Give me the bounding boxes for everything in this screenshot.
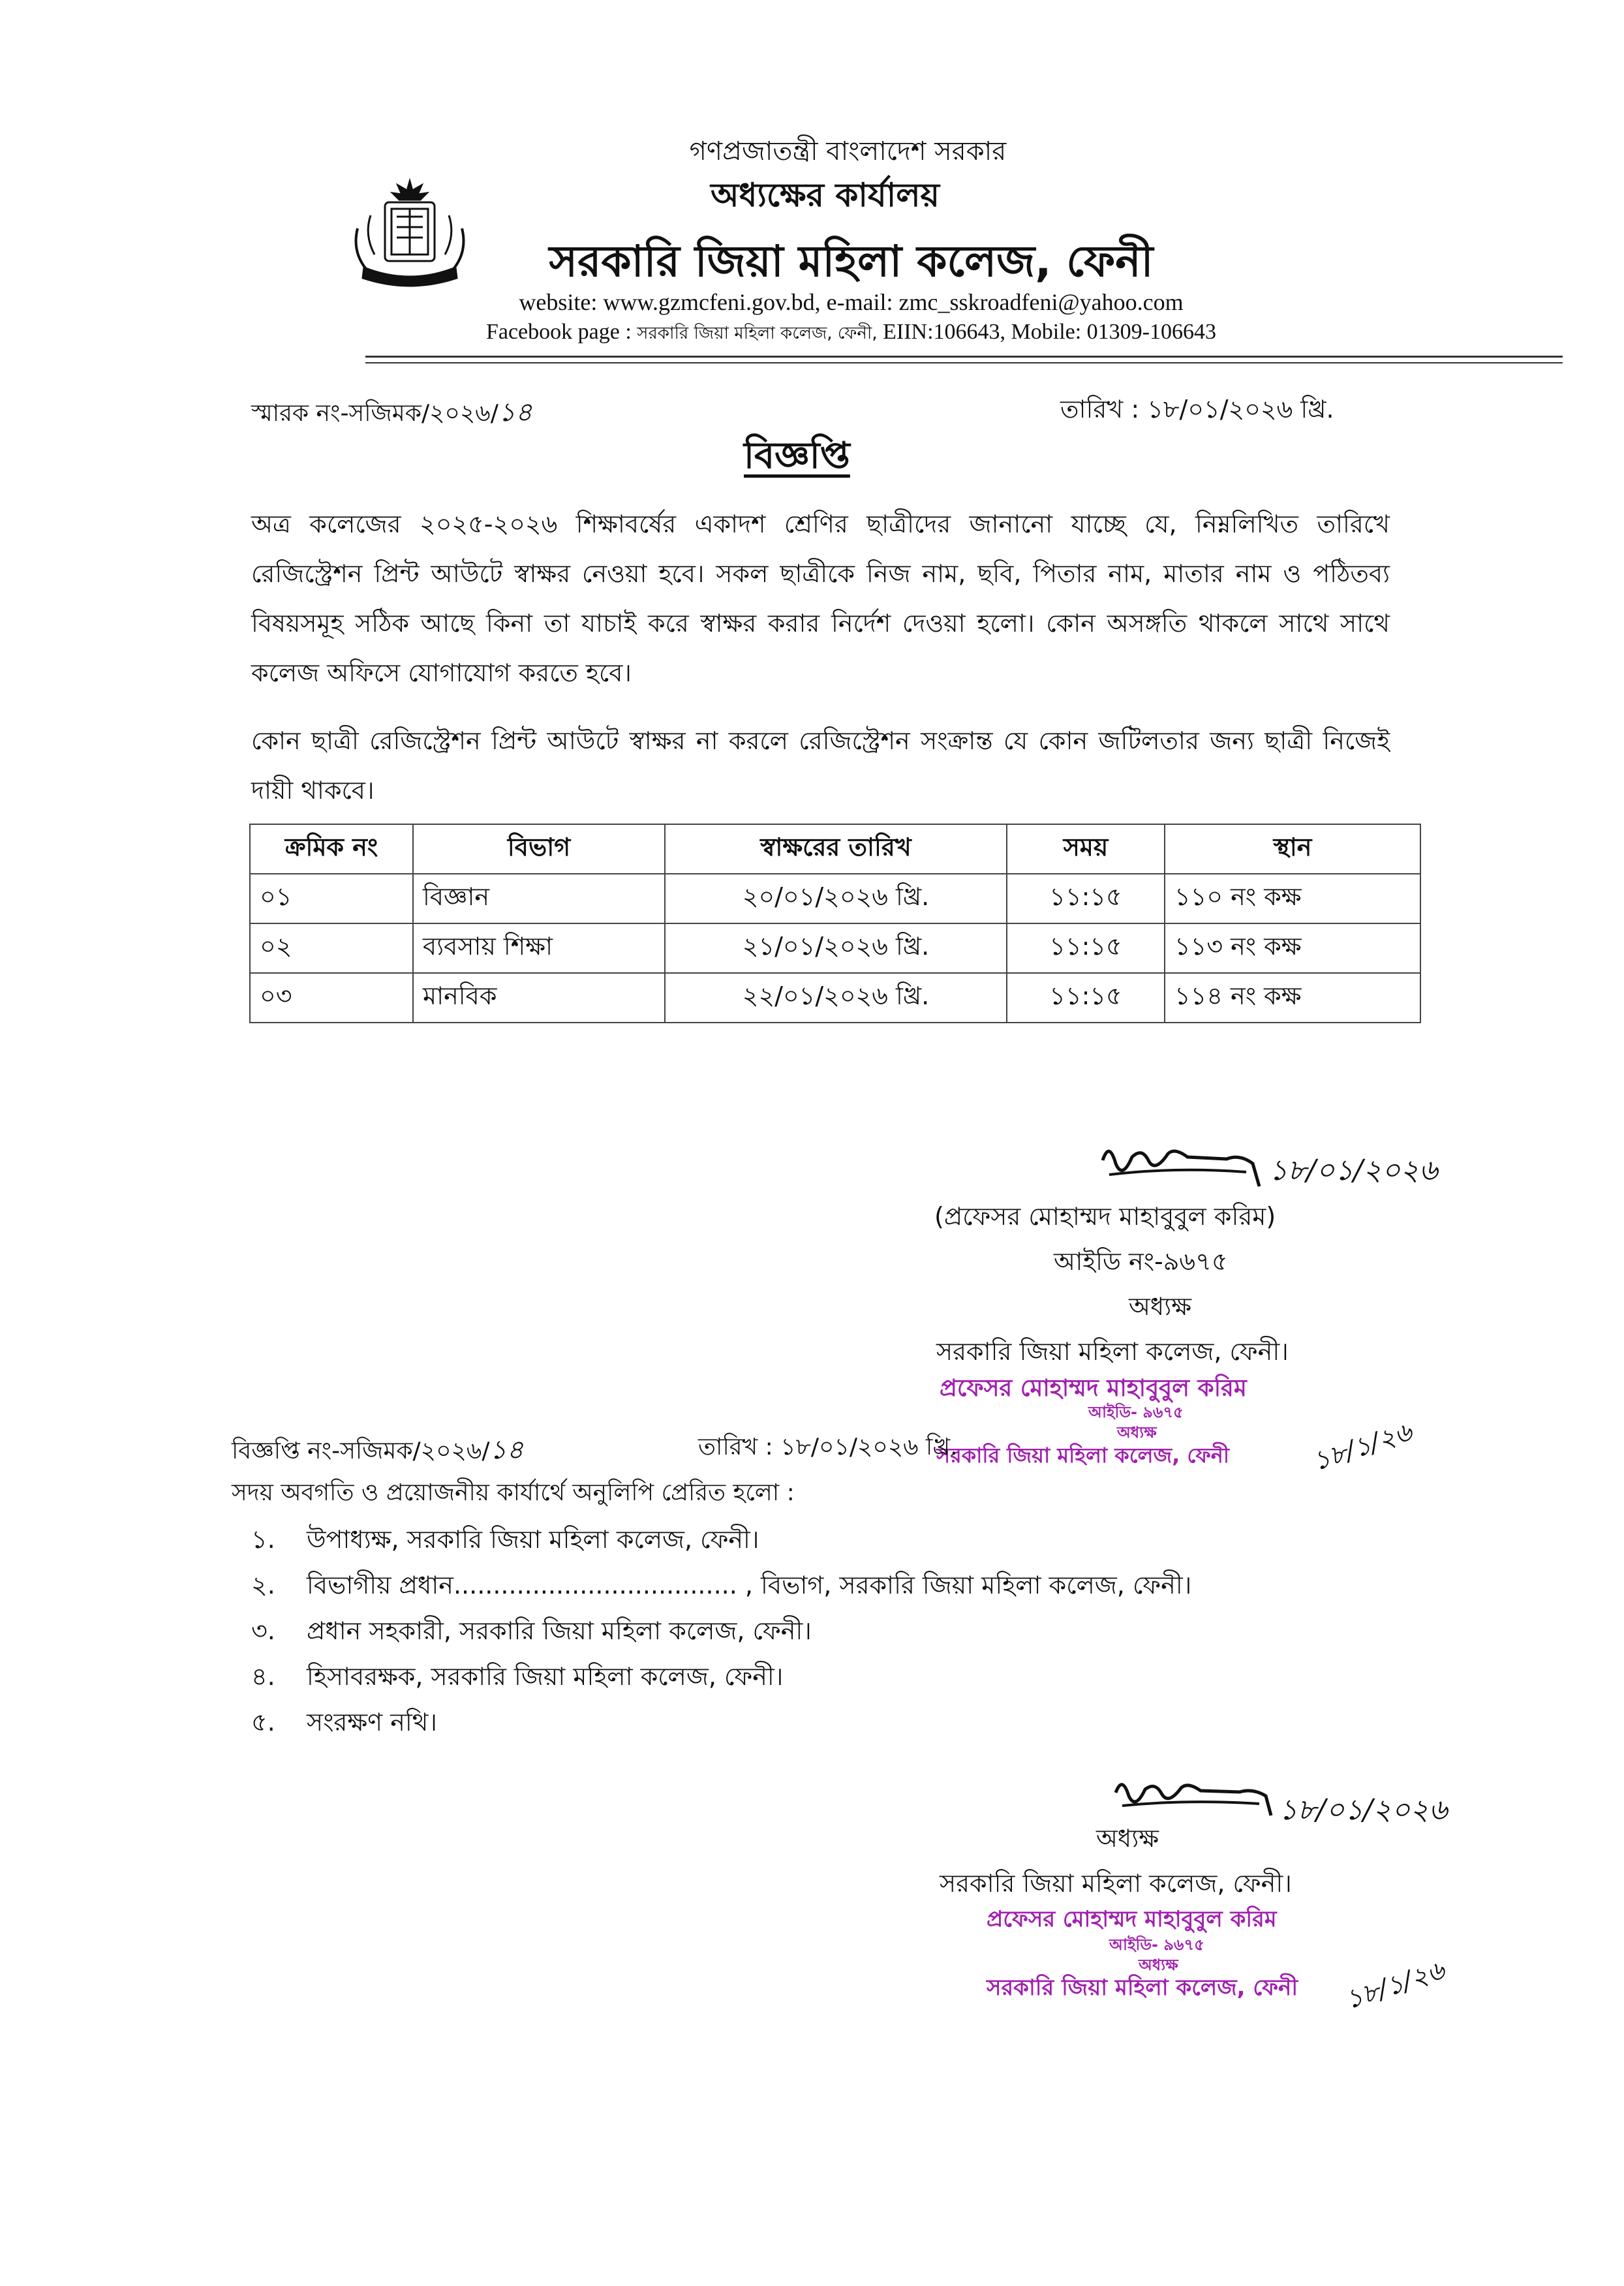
facebook-label: Facebook page : [485,320,637,344]
header-rule [365,356,1563,358]
government-line: গণপ্রজাতন্ত্রী বাংলাদেশ সরকার [689,136,1007,166]
principal-college: সরকারি জিয়া মহিলা কলেজ, ফেনী। [936,1337,1289,1366]
office-title: অধ্যক্ষের কার্যালয় [711,176,940,214]
memo-reference [251,392,532,435]
signature-date-1: ১৮/০১/২০২৬ [1269,1154,1438,1187]
cell-department: মানবিক [413,973,665,1023]
header-rule-thin [365,362,1563,363]
principal-signature-icon [1096,1134,1292,1193]
seal-initial-date-2: ১৮/১/২৬ [1341,1954,1448,2016]
copy-item-text: প্রধান সহকারী, সরকারি জিয়া মহিলা কলেজ, ফেনী। [307,1616,812,1645]
cell-serial: ০১ [250,874,413,923]
copy-item-number: ৪. [251,1662,275,1691]
principal-title-2: অধ্যক্ষ [1096,1824,1159,1853]
table-row [250,874,1420,923]
principal-name: (প্রফেসর মোহাম্মদ মাহাবুবুল করিম) [934,1202,1276,1231]
copy-item-text: বিভাগীয় প্রধান.................................... , বিভাগ, সরকারি জিয়া মহিলা কলেজ, ফেনী। [307,1571,1192,1599]
cell-time: ১১:১৫ [1007,874,1165,923]
cell-time: ১১:১৫ [1007,973,1165,1023]
cell-room: ১১৩ নং কক্ষ [1165,923,1420,973]
seal-id: আইডি- ৯৬৭৫ [1088,1403,1184,1421]
eiin-mobile: EIIN:106643, Mobile: 01309-106643 [877,320,1217,344]
header-time: সময় [1007,824,1165,874]
copy-item-number: ৫. [251,1708,275,1737]
header-serial: ক্রমিক নং [250,824,413,874]
signature-date-2: ১৮/০১/২০২৬ [1279,1793,1448,1827]
seal-initial-date-1: ১৮/১/২৬ [1309,1416,1416,1477]
principal-college-2: সরকারি জিয়া মহিলা কলেজ, ফেনী। [940,1869,1292,1898]
cell-sign-date: ২২/০১/২০২৬ খ্রি. [665,973,1007,1023]
memo-date: তারিখ : ১৮/০১/২০২৬ খ্রি. [1060,395,1334,424]
seal-college: সরকারি জিয়া মহিলা কলেজ, ফেনী [936,1443,1229,1468]
copy-item-number: ৩. [251,1616,275,1645]
header-department: বিভাগ [413,824,665,874]
principal-signature-icon [1109,1770,1305,1822]
cell-serial: ০২ [250,923,413,973]
facebook-contact-line [0,320,1624,348]
table-row [250,973,1420,1023]
cell-room: ১১০ নং কক্ষ [1165,874,1420,923]
notice-title: বিজ্ঞপ্তি [744,435,850,477]
cell-department: ব্যবসায় শিক্ষা [413,923,665,973]
copy-date: তারিখ : ১৮/০১/২০২৬ খ্রি. [698,1434,958,1460]
notice-body-paragraph-2: কোন ছাত্রী রেজিস্ট্রেশন প্রিন্ট আউটে স্বাক্ষর না করলে রেজিস্ট্রেশন সংক্রান্ত যে কোন জটিলতার জন্য ছাত্রী নিজেই দায়ী থাকবে। [251,726,1390,805]
cell-time: ১১:১৫ [1007,923,1165,973]
copy-item-text: হিসাবরক্ষক, সরকারি জিয়া মহিলা কলেজ, ফেনী। [307,1662,784,1691]
header-room: স্থান [1165,824,1420,874]
cell-sign-date: ২১/০১/২০২৬ খ্রি. [665,923,1007,973]
copy-ref-prefix: বিজ্ঞপ্তি নং-সজিমক/২০২৬/ [232,1438,490,1464]
table-row [250,923,1420,973]
principal-id: আইডি নং-৯৬৭৫ [1054,1247,1228,1276]
cell-room: ১১৪ নং কক্ষ [1165,973,1420,1023]
copy-item-text: উপাধ্যক্ষ, সরকারি জিয়া মহিলা কলেজ, ফেনী। [307,1525,759,1554]
seal-id-2: আইডি- ৯৬৭৫ [1109,1936,1204,1954]
copy-item-number: ২. [251,1571,275,1599]
website-email-line: website: www.gzmcfeni.gov.bd, e-mail: zmc_sskroadfeni@yahoo.com [519,289,1184,315]
seal-title-2: অধ্যক্ষ [1139,1956,1178,1974]
principal-title: অধ্যক্ষ [1129,1292,1192,1321]
copy-reference [232,1429,523,1473]
notice-body-paragraph-1: অত্র কলেজের ২০২৫-২০২৬ শিক্ষাবর্ষের একাদশ শ্রেণির ছাত্রীদের জানানো যাচ্ছে যে, নিম্নলিখিত তারিখে রেজিস্ট্রেশন প্রিন্ট আউটে স্বাক্ষর নেওয়া হবে। সকল ছাত্রীকে নিজ নাম, ছবি, পিতার নাম, মাতার নাম ও পঠিতব্য বিষয়সমূহ সঠিক আছে কিনা তা যাচাই করে স্বাক্ষর করার নির্দেশ দেওয়া হলো। কোন অসঙ্গতি থাকলে সাথে সাথে কলেজ অফিসে যোগাযোগ করতে হবে। [251,510,1390,687]
cell-serial: ০৩ [250,973,413,1023]
table-header-row [250,824,1420,874]
seal-college-2: সরকারি জিয়া মহিলা কলেজ, ফেনী [987,1975,1298,2001]
seal-title: অধ্যক্ষ [1117,1423,1157,1442]
cell-department: বিজ্ঞান [413,874,665,923]
memo-ref-number: ১৪ [498,397,532,427]
seal-name-2: প্রফেসর মোহাম্মদ মাহাবুবুল করিম [987,1906,1277,1932]
facebook-page-name: সরকারি জিয়া মহিলা কলেজ, ফেনী, [637,324,878,343]
seal-name: প্রফেসর মোহাম্মদ মাহাবুবুল করিম [940,1375,1247,1402]
copy-item-number: ১. [251,1525,275,1554]
copy-intro: সদয় অবগতি ও প্রয়োজনীয় কার্যার্থে অনুলিপি প্রেরিত হলো : [232,1479,795,1506]
cell-sign-date: ২০/০১/২০২৬ খ্রি. [665,874,1007,923]
college-name: সরকারি জিয়া মহিলা কলেজ, ফেনী [549,236,1154,286]
memo-ref-prefix: স্মারক নং-সজিমক/২০২৬/ [251,400,498,427]
copy-item-text: সংরক্ষণ নথি। [307,1708,437,1737]
copy-ref-number: ১৪ [489,1435,524,1465]
header-sign-date: স্বাক্ষরের তারিখ [665,824,1007,874]
signature-schedule-table [249,824,1421,1023]
